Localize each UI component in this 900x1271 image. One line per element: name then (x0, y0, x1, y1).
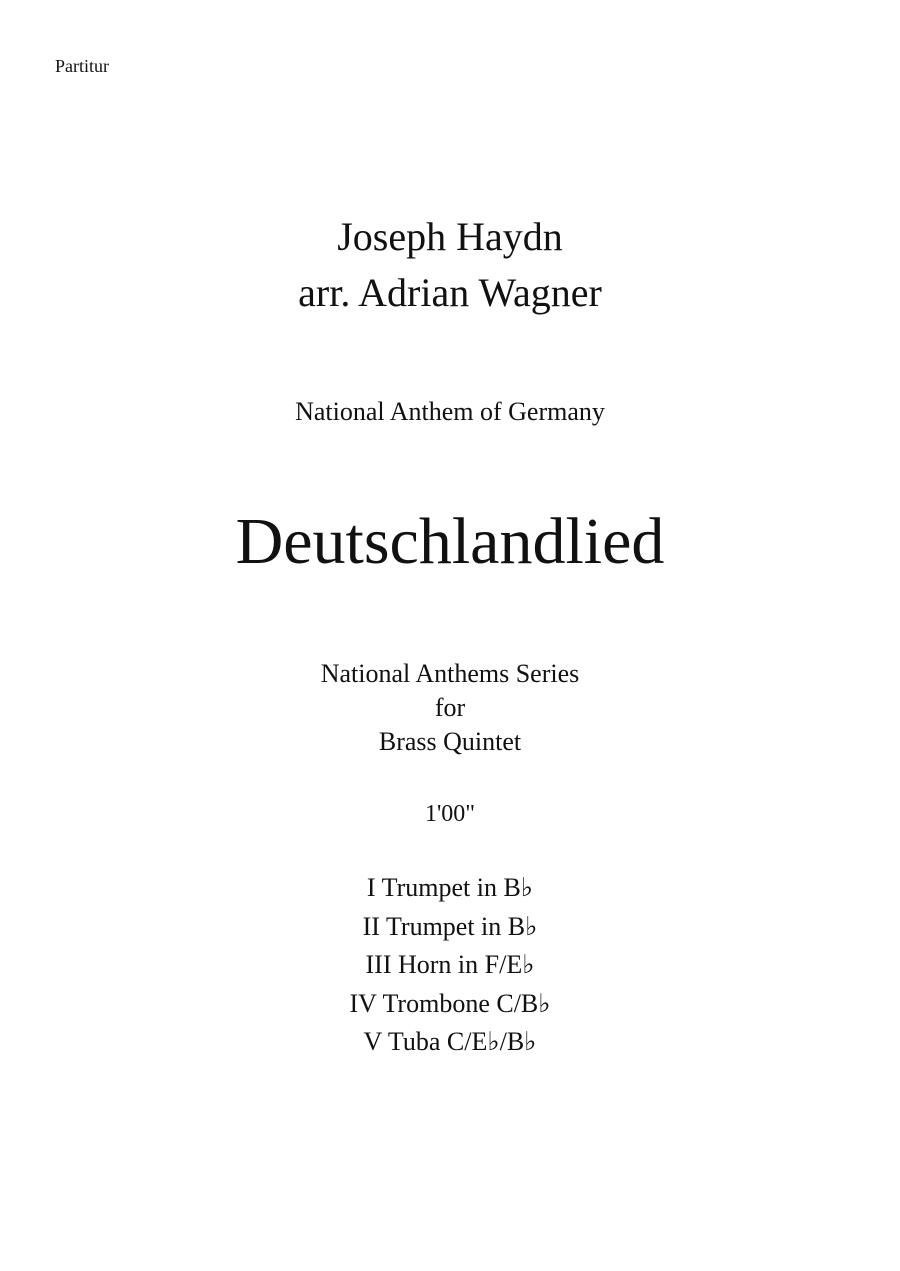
page-title: Deutschlandlied (235, 505, 665, 578)
instrument-item: II Trumpet in B♭ (362, 911, 538, 941)
duration: 1'00" (424, 801, 476, 827)
instrument-list (0, 869, 900, 1062)
instrument-item: III Horn in F/E♭ (365, 950, 535, 979)
instrument-item: IV Trombone C/B♭ (349, 988, 551, 1018)
subtitle: National Anthem of Germany (295, 397, 605, 426)
arranger-name: arr. Adrian Wagner (298, 270, 602, 315)
series-info (0, 657, 900, 759)
instrument-item: V Tuba C/E♭/B♭ (363, 1027, 537, 1056)
score-type-label: Partitur (55, 56, 109, 76)
instrument-item: I Trumpet in B♭ (366, 873, 534, 902)
series-name: National Anthems Series (320, 659, 580, 688)
ensemble-name: Brass Quintet (378, 727, 522, 756)
composer-name: Joseph Haydn (337, 214, 563, 259)
series-for: for (434, 693, 466, 722)
